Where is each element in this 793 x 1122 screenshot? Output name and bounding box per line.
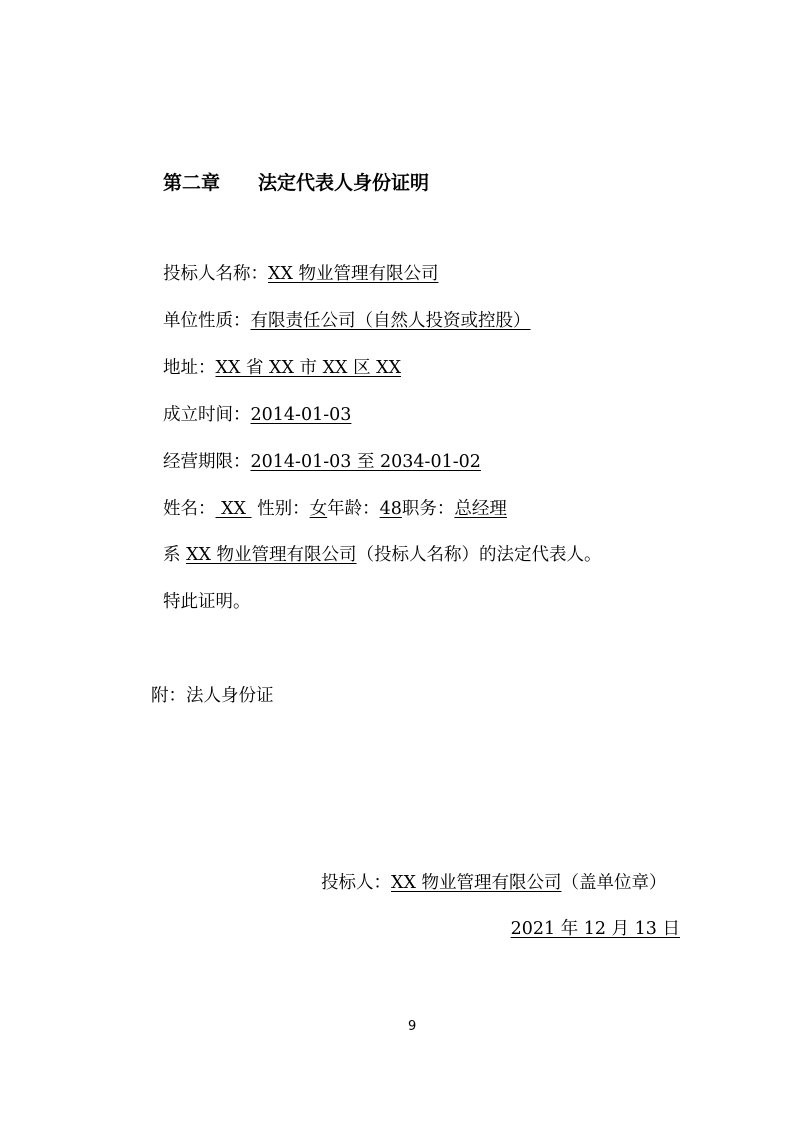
unit-nature-value: 有限责任公司（自然人投资或控股） [250, 311, 531, 331]
legal-rep-line [163, 541, 602, 566]
signature-date: 2021 年 12 月 13 日 [510, 919, 680, 939]
term-line [163, 448, 481, 473]
person-line [163, 495, 507, 520]
certify-line: 特此证明。 [163, 592, 251, 612]
founded-line [163, 401, 351, 426]
chapter-number: 第二章 [163, 172, 221, 194]
position-label: 职务： [401, 499, 455, 519]
unit-nature-line [163, 307, 531, 332]
bidder-name-value: XX 物业管理有限公司 [268, 264, 439, 284]
position-value: 总经理 [454, 499, 507, 519]
is-prefix: 系 [163, 545, 187, 565]
unit-nature-label: 单位性质： [163, 311, 251, 331]
founded-label: 成立时间： [163, 405, 251, 425]
signature-company: XX 物业管理有限公司 [391, 873, 562, 893]
page-number: 9 [408, 1019, 417, 1034]
age-label: 年龄： [327, 499, 380, 519]
bidder-name-line [163, 260, 438, 285]
is-company: XX 物业管理有限公司 [186, 545, 357, 565]
address-label: 地址： [163, 358, 216, 378]
seal-note: （盖单位章） [561, 873, 667, 893]
chapter-title: 法定代表人身份证明 [258, 172, 430, 194]
address-line [163, 354, 401, 379]
age-value: 48 [379, 499, 402, 519]
founded-value: 2014-01-03 [250, 405, 352, 425]
name-value: XX [215, 499, 252, 519]
address-value: XX 省 XX 市 XX 区 XX [215, 358, 402, 378]
is-suffix: （投标人名称）的法定代表人。 [356, 545, 602, 565]
name-label: 姓名： [163, 499, 216, 519]
chapter-heading [163, 168, 429, 195]
gender-label: 性别： [257, 499, 310, 519]
gender-value: 女 [309, 499, 328, 519]
term-label: 经营期限： [163, 452, 251, 472]
signature-label: 投标人： [321, 873, 391, 893]
term-value: 2014-01-03 至 2034-01-02 [250, 452, 481, 472]
bidder-name-label: 投标人名称： [163, 264, 268, 284]
signature-line [321, 869, 666, 894]
attachment-line: 附：法人身份证 [151, 686, 274, 706]
